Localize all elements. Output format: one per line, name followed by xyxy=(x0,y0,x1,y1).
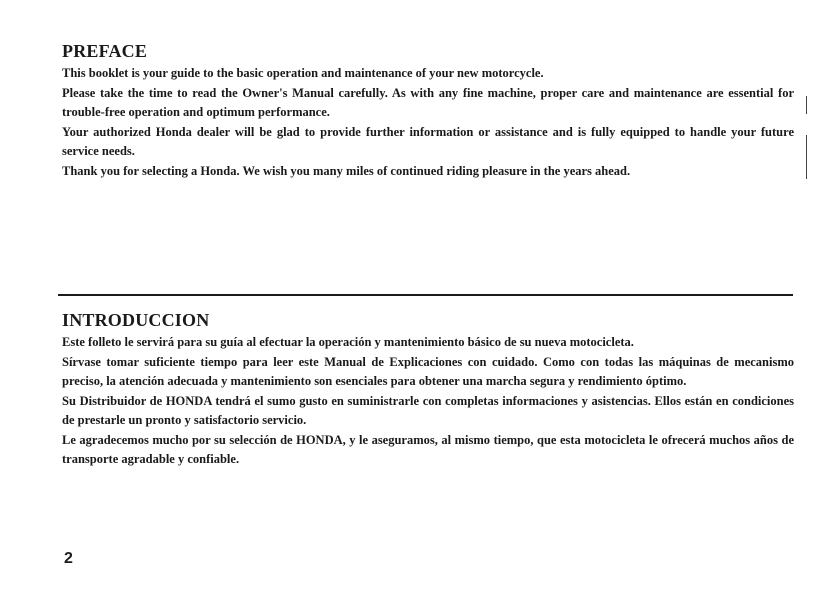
preface-paragraph-1: This booklet is your guide to the basic operation and maintenance of your new motorcycle. xyxy=(62,66,544,80)
preface-paragraph-3: Your authorized Honda dealer will be glad to provide further information or assistance and is fully equipped to handle your future service needs. xyxy=(62,124,794,158)
preface-paragraph-4: Thank you for selecting a Honda. We wish you many miles of continued riding pleasure in the years ahead. xyxy=(62,163,631,178)
scan-edge-mark xyxy=(806,135,807,179)
section-divider xyxy=(58,294,793,296)
preface-section xyxy=(62,40,794,181)
introduccion-heading: INTRODUCCION xyxy=(62,310,210,330)
introduccion-section xyxy=(62,309,794,470)
page-number: 2 xyxy=(64,550,73,567)
introduccion-paragraph-3: Su Distribuidor de HONDA tendrá el sumo gusto en suministrarle con completas informaciones y asistencias. Ellos están en condiciones de prestarle un pronto y satisfactorio servicio. xyxy=(62,393,794,427)
introduccion-paragraph-2: Sírvase tomar suficiente tiempo para leer este Manual de Explicaciones con cuidado. Como con todas las máquinas de mecanismo preciso, la atención adecuada y mantenimiento son esenciales para obtener una marcha segura y rendimiento óptimo. xyxy=(62,354,794,388)
introduccion-paragraph-1: Este folleto le servirá para su guía al efectuar la operación y mantenimiento básico de su nueva motocicleta. xyxy=(62,335,634,349)
preface-heading: PREFACE xyxy=(62,41,148,61)
preface-paragraph-2: Please take the time to read the Owner's Manual carefully. As with any fine machine, proper care and maintenance are essential for trouble-free operation and optimum performance. xyxy=(62,85,794,119)
scan-edge-mark xyxy=(806,96,807,114)
introduccion-paragraph-4: Le agradecemos mucho por su selección de HONDA, y le aseguramos, al mismo tiempo, que esta motocicleta le ofrecerá muchos años de transporte agradable y confiable. xyxy=(62,432,794,466)
